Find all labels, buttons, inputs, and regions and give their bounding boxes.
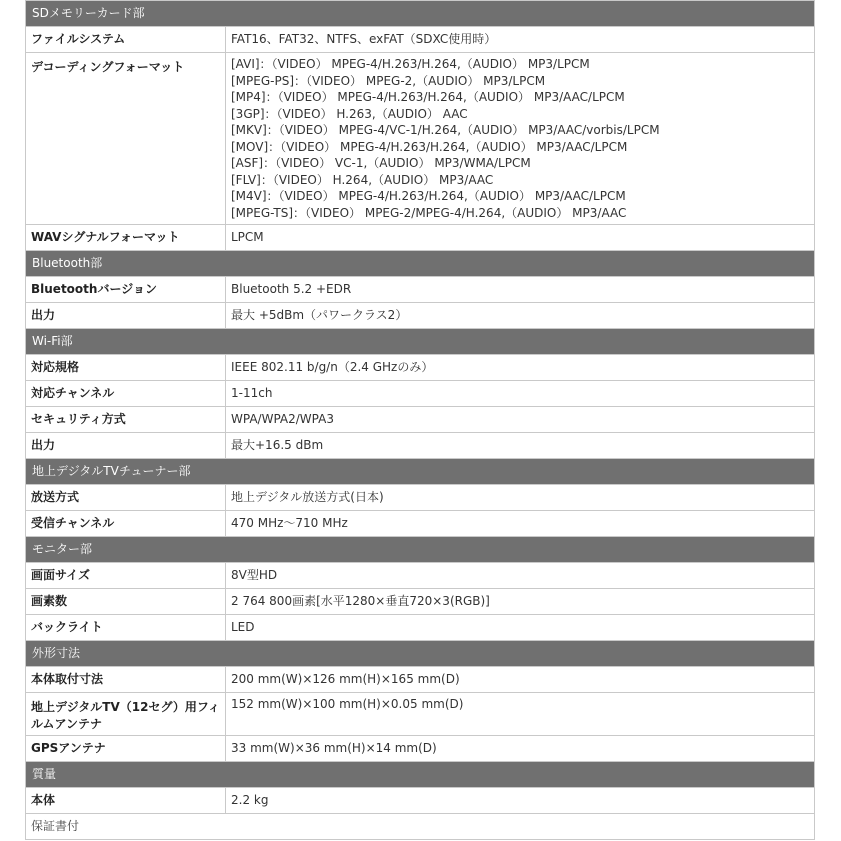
section-header-dimensions bbox=[26, 641, 815, 667]
spec-row-wifi-channel bbox=[26, 381, 815, 407]
spec-value: 470 MHz～710 MHz bbox=[226, 511, 815, 537]
format-line: [AVI]：（VIDEO） MPEG-4/H.263/H.264,（AUDIO） MP3/LPCM bbox=[231, 57, 590, 71]
spec-label: 受信チャンネル bbox=[26, 511, 226, 537]
warranty-note: 保証書付 bbox=[26, 814, 815, 840]
spec-row-pixels bbox=[26, 589, 815, 615]
spec-label: GPSアンテナ bbox=[26, 736, 226, 762]
spec-value: LED bbox=[226, 615, 815, 641]
spec-row-wifi-standard bbox=[26, 355, 815, 381]
spec-row-decoding-format bbox=[26, 53, 815, 225]
spec-label: 地上デジタルTV（12セグ）用フィルムアンテナ bbox=[26, 693, 226, 736]
section-header-tv-tuner bbox=[26, 459, 815, 485]
spec-row-body-weight bbox=[26, 788, 815, 814]
section-title: SDメモリーカード部 bbox=[26, 1, 815, 27]
spec-value: LPCM bbox=[226, 225, 815, 251]
section-header-weight bbox=[26, 762, 815, 788]
spec-label: 対応規格 bbox=[26, 355, 226, 381]
spec-label: セキュリティ方式 bbox=[26, 407, 226, 433]
format-line: [MP4]：（VIDEO） MPEG-4/H.263/H.264,（AUDIO） MP3/AAC/LPCM bbox=[231, 90, 625, 104]
spec-table bbox=[25, 0, 815, 840]
section-title: 地上デジタルTVチューナー部 bbox=[26, 459, 815, 485]
spec-value: 1-11ch bbox=[226, 381, 815, 407]
spec-value: 33 mm(W)×36 mm(H)×14 mm(D) bbox=[226, 736, 815, 762]
section-header-wifi bbox=[26, 329, 815, 355]
spec-value: 2.2 kg bbox=[226, 788, 815, 814]
spec-row-screen-size bbox=[26, 563, 815, 589]
spec-label: 出力 bbox=[26, 433, 226, 459]
spec-label: 本体 bbox=[26, 788, 226, 814]
spec-value: 200 mm(W)×126 mm(H)×165 mm(D) bbox=[226, 667, 815, 693]
spec-label: 放送方式 bbox=[26, 485, 226, 511]
format-line: [MPEG-PS]：（VIDEO） MPEG-2,（AUDIO） MP3/LPCM bbox=[231, 73, 546, 88]
spec-value: IEEE 802.11 b/g/n（2.4 GHzのみ） bbox=[226, 355, 815, 381]
spec-label: デコーディングフォーマット bbox=[26, 53, 226, 225]
spec-value: Bluetooth 5.2 +EDR bbox=[226, 277, 815, 303]
spec-label: WAVシグナルフォーマット bbox=[26, 225, 226, 251]
format-line: [MOV]：（VIDEO） MPEG-4/H.263/H.264,（AUDIO） MP3/AAC/LPCM bbox=[231, 139, 628, 154]
spec-value: FAT16、FAT32、NTFS、exFAT（SDXC使用時） bbox=[226, 27, 815, 53]
spec-label: 画素数 bbox=[26, 589, 226, 615]
spec-row-gps-antenna bbox=[26, 736, 815, 762]
section-header-sd bbox=[26, 1, 815, 27]
spec-row-wifi-security bbox=[26, 407, 815, 433]
spec-label: 画面サイズ bbox=[26, 563, 226, 589]
format-line: [MKV]：（VIDEO） MPEG-4/VC-1/H.264,（AUDIO） MP3/AAC/vorbis/LPCM bbox=[231, 123, 660, 137]
format-line: [MPEG-TS]：（VIDEO） MPEG-2/MPEG-4/H.264,（AUDIO） MP3/AAC bbox=[231, 205, 627, 220]
footer-row bbox=[26, 814, 815, 840]
format-line: [3GP]：（VIDEO） H.263,（AUDIO） AAC bbox=[231, 106, 468, 121]
section-header-monitor bbox=[26, 537, 815, 563]
spec-value: WPA/WPA2/WPA3 bbox=[226, 407, 815, 433]
section-title: 外形寸法 bbox=[26, 641, 815, 667]
section-title: Bluetooth部 bbox=[26, 251, 815, 277]
spec-row-film-antenna bbox=[26, 693, 815, 736]
spec-label: Bluetoothバージョン bbox=[26, 277, 226, 303]
spec-row-wifi-output bbox=[26, 433, 815, 459]
spec-row-bluetooth-output bbox=[26, 303, 815, 329]
format-line: [FLV]：（VIDEO） H.264,（AUDIO） MP3/AAC bbox=[231, 172, 494, 187]
spec-label: 出力 bbox=[26, 303, 226, 329]
spec-row-bluetooth-version bbox=[26, 277, 815, 303]
spec-value: 地上デジタル放送方式(日本) bbox=[226, 485, 815, 511]
spec-value: 8V型HD bbox=[226, 563, 815, 589]
spec-value: 最大+16.5 dBm bbox=[226, 433, 815, 459]
spec-label: 対応チャンネル bbox=[26, 381, 226, 407]
spec-value: 152 mm(W)×100 mm(H)×0.05 mm(D) bbox=[226, 693, 815, 736]
spec-label: 本体取付寸法 bbox=[26, 667, 226, 693]
spec-row-filesystem bbox=[26, 27, 815, 53]
spec-label: バックライト bbox=[26, 615, 226, 641]
section-title: 質量 bbox=[26, 762, 815, 788]
section-title: Wi-Fi部 bbox=[26, 329, 815, 355]
spec-row-backlight bbox=[26, 615, 815, 641]
section-title: モニター部 bbox=[26, 537, 815, 563]
spec-value: 最大 +5dBm（パワークラス2） bbox=[226, 303, 815, 329]
section-header-bluetooth bbox=[26, 251, 815, 277]
decoding-format-list bbox=[226, 53, 815, 225]
format-line: [M4V]：（VIDEO） MPEG-4/H.263/H.264,（AUDIO） MP3/AAC/LPCM bbox=[231, 189, 626, 203]
spec-row-body-dimensions bbox=[26, 667, 815, 693]
spec-row-wav-format bbox=[26, 225, 815, 251]
spec-row-tv-channel bbox=[26, 511, 815, 537]
spec-value: 2 764 800画素[水平1280×垂直720×3(RGB)] bbox=[226, 589, 815, 615]
spec-row-broadcast bbox=[26, 485, 815, 511]
format-line: [ASF]：（VIDEO） VC-1,（AUDIO） MP3/WMA/LPCM bbox=[231, 156, 531, 170]
spec-label: ファイルシステム bbox=[26, 27, 226, 53]
